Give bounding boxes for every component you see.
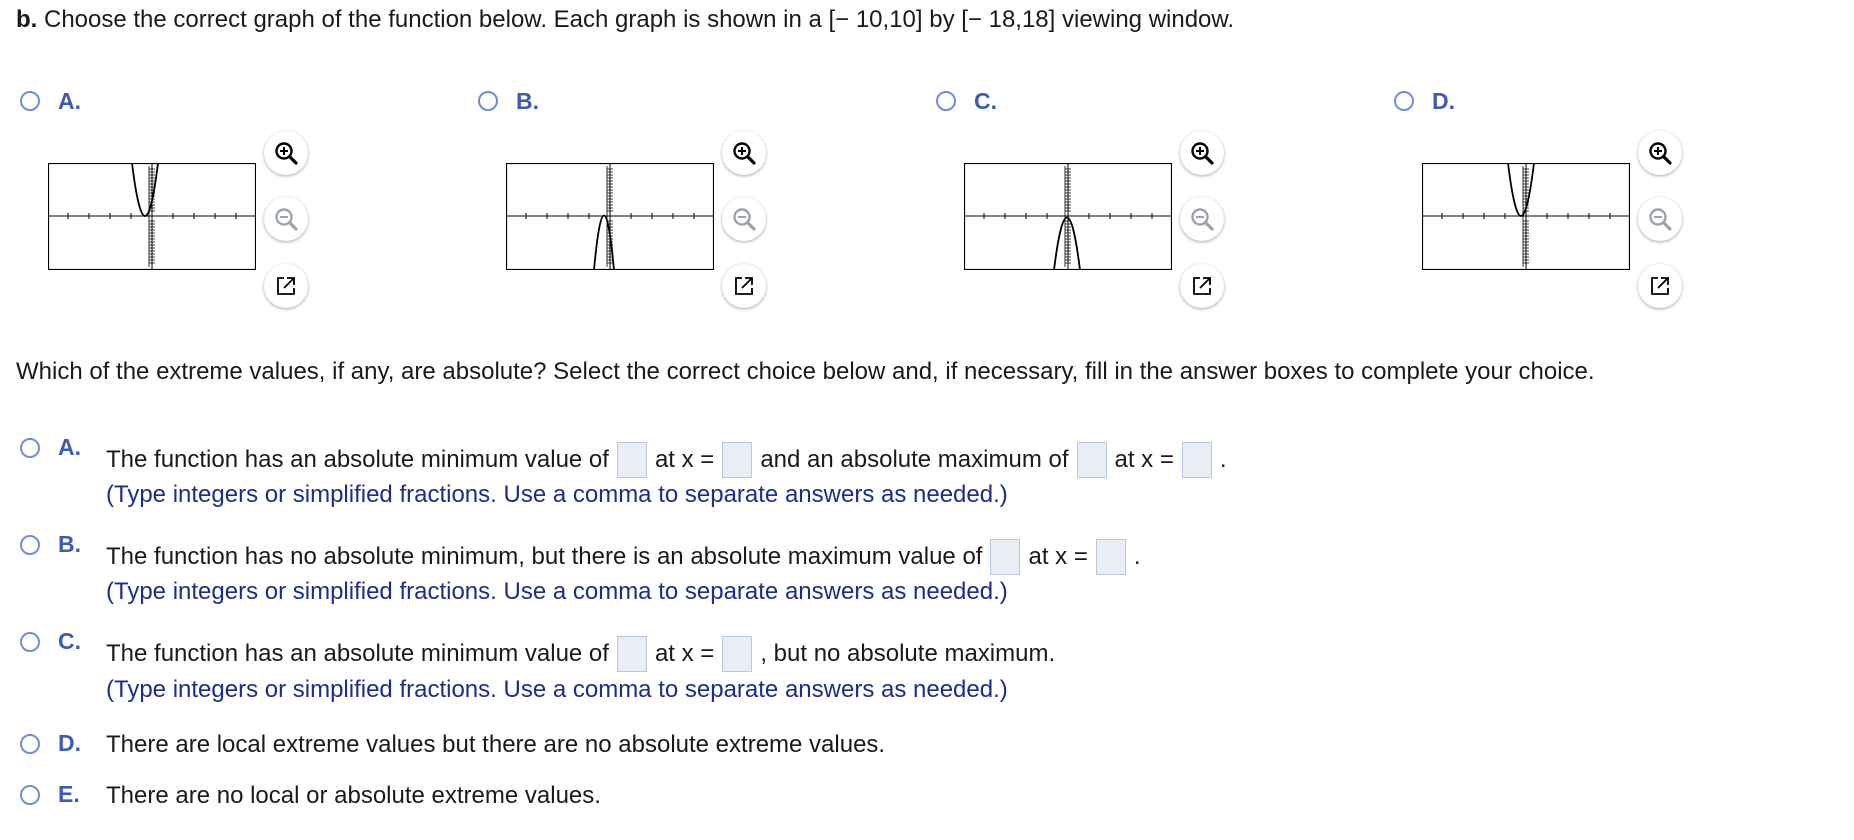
choice-b-max-x-input[interactable] — [1096, 539, 1126, 575]
zoom-out-icon — [731, 206, 757, 232]
choice-a-max-value-input[interactable] — [1077, 442, 1107, 478]
choice-a-text-2: at x = — [654, 446, 715, 473]
open-external-icon — [732, 274, 756, 298]
question-b-text: Choose the correct graph of the function below. Each graph is shown in a [− 10,10] by [− 18,18] viewing window. — [44, 6, 1235, 33]
choice-d-text: There are local extreme values but there are no absolute extreme values. — [106, 731, 886, 758]
graph-a-zoom-out-button[interactable] — [264, 197, 308, 241]
graph-c-zoom-out-button[interactable] — [1180, 197, 1224, 241]
graph-option-c-letter: C. — [974, 88, 997, 114]
graph-d-zoom-in-button[interactable] — [1638, 131, 1682, 175]
choice-c-line — [106, 636, 1055, 672]
choice-a-min-x-input[interactable] — [722, 442, 752, 478]
choice-c-min-value-input[interactable] — [617, 636, 647, 672]
extreme-question-prompt: Which of the extreme values, if any, are absolute? Select the correct choice below and, if necessary, fill in the answer boxes to complete your choice. — [16, 358, 1595, 385]
choice-d-letter: D. — [58, 730, 81, 756]
graph-option-b-letter: B. — [516, 88, 539, 114]
choice-b-text-3: . — [1133, 543, 1141, 570]
graph-c-zoom-in-button[interactable] — [1180, 131, 1224, 175]
choice-c-radio[interactable] — [20, 632, 40, 652]
graph-option-b[interactable] — [506, 163, 714, 270]
graph-a-open-button[interactable] — [264, 264, 308, 308]
graph-option-a-letter: A. — [58, 88, 81, 114]
choice-a-hint: (Type integers or simplified fractions. Use a comma to separate answers as needed.) — [106, 481, 1008, 508]
zoom-out-icon — [273, 206, 299, 232]
choice-c-text-3: , but no absolute maximum. — [760, 640, 1056, 667]
choice-c-hint: (Type integers or simplified fractions. Use a comma to separate answers as needed.) — [106, 676, 1008, 703]
graph-a-zoom-in-button[interactable] — [264, 131, 308, 175]
choice-e-letter: E. — [58, 781, 80, 807]
choice-c-min-x-input[interactable] — [722, 636, 752, 672]
choice-d-radio[interactable] — [20, 734, 40, 754]
choice-a-max-x-input[interactable] — [1182, 442, 1212, 478]
choice-c-text-1: The function has an absolute minimum value of — [106, 640, 609, 667]
open-external-icon — [1648, 274, 1672, 298]
graph-d-open-button[interactable] — [1638, 264, 1682, 308]
choice-a-letter: A. — [58, 434, 81, 460]
graph-b-open-button[interactable] — [722, 264, 766, 308]
choice-a-radio[interactable] — [20, 438, 40, 458]
choice-b-text-2: at x = — [1028, 543, 1088, 570]
graph-option-d-letter: D. — [1432, 88, 1455, 114]
choice-b-line — [106, 539, 1141, 575]
zoom-out-icon — [1647, 206, 1673, 232]
open-external-icon — [1190, 274, 1214, 298]
choice-c-text-2: at x = — [654, 640, 715, 667]
zoom-in-icon — [1189, 140, 1215, 166]
open-external-icon — [274, 274, 298, 298]
graph-option-d-radio[interactable] — [1394, 91, 1414, 111]
zoom-in-icon — [1647, 140, 1673, 166]
graph-option-b-radio[interactable] — [478, 91, 498, 111]
zoom-in-icon — [731, 140, 757, 166]
choice-a-text-3: and an absolute maximum of — [760, 446, 1069, 473]
zoom-in-icon — [273, 140, 299, 166]
choice-a-min-value-input[interactable] — [617, 442, 647, 478]
graph-d-zoom-out-button[interactable] — [1638, 197, 1682, 241]
choice-b-max-value-input[interactable] — [990, 539, 1020, 575]
graph-option-a-radio[interactable] — [20, 91, 40, 111]
question-b-label: b. — [16, 6, 38, 33]
choice-b-radio[interactable] — [20, 535, 40, 555]
graph-c-open-button[interactable] — [1180, 264, 1224, 308]
graph-option-c[interactable] — [964, 163, 1172, 270]
choice-a-line — [106, 442, 1227, 478]
choice-c-letter: C. — [58, 628, 81, 654]
choice-b-hint: (Type integers or simplified fractions. Use a comma to separate answers as needed.) — [106, 578, 1008, 605]
choice-a-text-4: at x = — [1114, 446, 1174, 473]
graph-option-a[interactable] — [48, 163, 256, 270]
question-b-prompt — [16, 6, 1234, 34]
zoom-out-icon — [1189, 206, 1215, 232]
choice-b-letter: B. — [58, 531, 81, 557]
choice-a-text-1: The function has an absolute minimum value of — [106, 446, 609, 473]
choice-a-text-5: . — [1219, 446, 1227, 473]
graph-b-zoom-out-button[interactable] — [722, 197, 766, 241]
graph-option-d[interactable] — [1422, 163, 1630, 270]
graph-b-zoom-in-button[interactable] — [722, 131, 766, 175]
graph-option-c-radio[interactable] — [936, 91, 956, 111]
choice-b-text-1: The function has no absolute minimum, but there is an absolute maximum value of — [106, 543, 983, 570]
choice-e-text: There are no local or absolute extreme values. — [106, 782, 601, 809]
choice-e-radio[interactable] — [20, 785, 40, 805]
